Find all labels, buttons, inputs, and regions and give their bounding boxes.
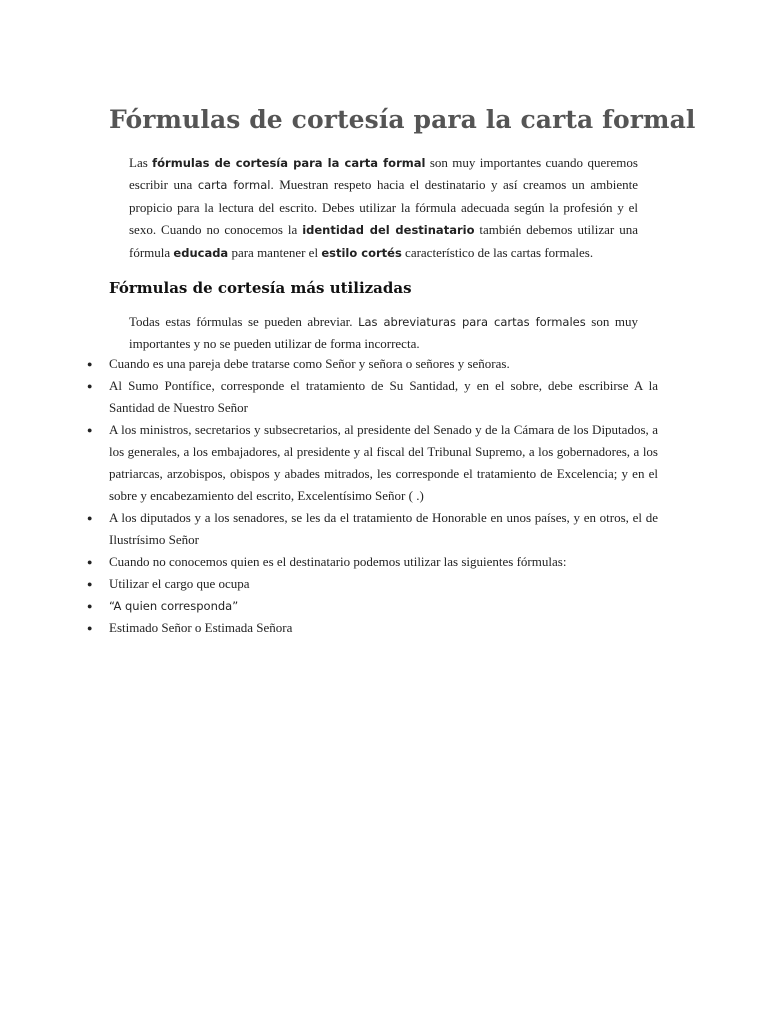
bullet-icon: ● (87, 601, 93, 611)
intro-text-4: también debemos utilizar una fórmula (129, 222, 638, 260)
intro-text-3: . Muestran respeto hacia el destinatario y así creamos un ambiente propicio para la lectura del escrito. Debes utilizar la fórmula adecuada según la profesión y el sexo. Cuando no conocemos la (129, 177, 638, 238)
intro-bold-educada: educada (173, 245, 229, 260)
list-item (87, 507, 658, 551)
para2-abreviaturas: Las abreviaturas para cartas formales (358, 315, 586, 329)
intro-text-6: característico de las cartas formales. (401, 244, 594, 260)
intro-bold-estilo: estilo cortés (321, 245, 402, 260)
intro-text-5: para mantener el (228, 244, 322, 260)
list-item (87, 353, 658, 375)
bullet-icon: ● (87, 579, 93, 589)
intro-carta-formal: carta formal (197, 178, 271, 193)
list-item (87, 375, 658, 419)
intro-bold-identidad: identidad del destinatario (302, 223, 475, 238)
list-item (87, 551, 658, 573)
list-item-text: Cuando no conocemos quien es el destinatario podemos utilizar las siguientes fórmulas: (109, 554, 567, 569)
abbreviations-paragraph (129, 311, 638, 355)
intro-paragraph (129, 152, 638, 264)
list-item-text: Utilizar el cargo que ocupa (109, 576, 250, 591)
bullet-icon: ● (87, 557, 93, 567)
intro-text-1: Las (129, 155, 153, 170)
bullet-icon: ● (87, 359, 93, 369)
bullet-icon: ● (87, 425, 93, 435)
list-item (87, 617, 658, 639)
list-item (87, 573, 658, 595)
section-heading: Fórmulas de cortesía más utilizadas (109, 279, 412, 297)
list-item-text: Al Sumo Pontífice, corresponde el tratamiento de Su Santidad, y en el sobre, debe escribirse A la Santidad de Nuestro Señor (109, 378, 658, 415)
list-item-text: Cuando es una pareja debe tratarse como Señor y señora o señores y señoras. (109, 356, 510, 371)
para2-text-2: son muy importantes y no se pueden utilizar de forma incorrecta. (129, 314, 639, 351)
list-item-text: Estimado Señor o Estimada Señora (109, 620, 293, 635)
list-item (87, 595, 658, 617)
bullet-icon: ● (87, 381, 93, 391)
bullet-icon: ● (87, 513, 93, 523)
page-title: Fórmulas de cortesía para la carta formal (109, 105, 696, 134)
formulas-list (0, 353, 768, 639)
list-item (87, 419, 658, 507)
bullet-icon: ● (87, 623, 93, 633)
intro-bold-formulas: fórmulas de cortesía para la carta formal (152, 156, 426, 170)
para2-text-1: Todas estas fórmulas se pueden abreviar. (129, 314, 359, 329)
intro-text-2: son muy importantes cuando queremos escribir una (129, 155, 638, 193)
list-item-text: A los ministros, secretarios y subsecretarios, al presidente del Senado y de la Cámara de los Diputados, a los generales, a los embajadores, al presidente y al fiscal del Tribunal Supremo, a los gobernadores, a los patriarcas, arzobispos, obispos y abades mitrados, les corresponde el tratamiento de Excelencia; y en el sobre y encabezamiento del escrito, Excelentísimo Señor ( .) (109, 422, 658, 503)
list-item-text: A los diputados y a los senadores, se les da el tratamiento de Honorable en unos países, y en otros, el de Ilustrísimo Señor (109, 510, 658, 547)
list-item-text: “A quien corresponda” (109, 599, 239, 613)
